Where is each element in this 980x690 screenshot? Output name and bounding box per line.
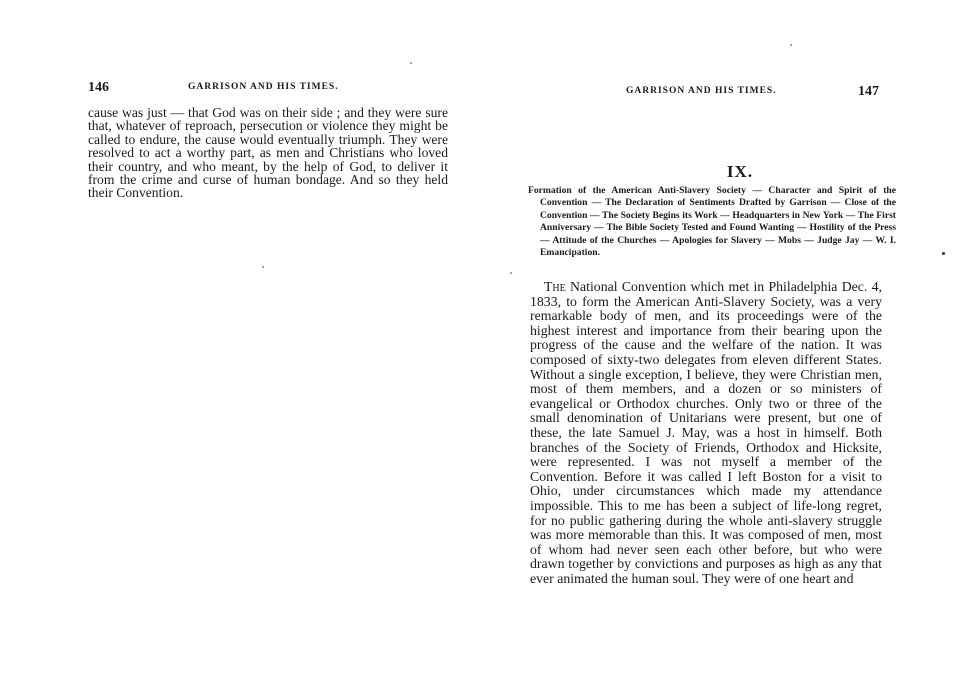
lead-word: The (544, 279, 566, 294)
chapter-synopsis: Formation of the American Anti-Slavery Society — Character and Spirit of the Convention — The Declaration of Sentiments Drafted by Garrison — Close of the Convention — The Society Begins its Work — Headquarters in New York — The First Anniversary — The Bible Society Tested and Found Wanting — Hostility of the Press — Attitude of the Churches — Apologies for Slavery — Mobs — Judge Jay — W. I. Emancipation. (528, 185, 896, 259)
right-page-number: 147 (858, 84, 879, 99)
page-speck (790, 44, 792, 46)
page-speck (942, 252, 945, 255)
right-running-head: GARRISON AND HIS TIMES. (626, 86, 777, 96)
left-body-text (88, 106, 448, 200)
right-body-text (530, 280, 882, 586)
left-paragraph: cause was just — that God was on their side ; and they were sure that, whatever of reproach, persecution or violence they might be called to endure, the cause would eventually triumph. They were resolved to act a worthy part, as men and Christians who loved their country, and who meant, by the help of God, to deliver it from the crime and curse of human bondage. And so they held their Convention. (88, 105, 448, 201)
page-speck (410, 62, 412, 64)
page-speck (262, 266, 264, 268)
right-page (490, 0, 980, 690)
left-page-number: 146 (88, 80, 109, 95)
chapter-number: IX. (726, 162, 754, 181)
paragraph-text: National Convention which met in Philadelphia Dec. 4, 1833, to form the American Anti-Slavery Society, was a very remarkable body of men, and its proceedings were of the highest interest and importance from their bearing upon the progress of the cause and the welfare of the nation. It was composed of sixty-two delegates from eleven different States. Without a single exception, I believe, they were Christian men, most of them members, and a dozen or so ministers of evangelical or Orthodox churches. Only two or three of the small denomination of Unitarians were present, but one of these, the late Samuel J. May, was a host in himself. Both branches of the Society of Friends, Orthodox and Hicksite, were represented. I was not myself a member of the Convention. Before it was called I left Boston for a visit to Ohio, under circumstances which made my attendance impossible. This to me has been a subject of life-long regret, for no public gathering during the whole anti-slavery struggle was more memorable than this. It was composed of men, most of whom had never seen each other before, but who were drawn together by convictions and purposes as high as any that ever animated the human soul. They were of one heart and (530, 279, 882, 586)
left-page (0, 0, 480, 690)
left-running-head: GARRISON AND HIS TIMES. (188, 82, 339, 92)
right-paragraph (530, 280, 882, 586)
page-speck (510, 272, 512, 274)
